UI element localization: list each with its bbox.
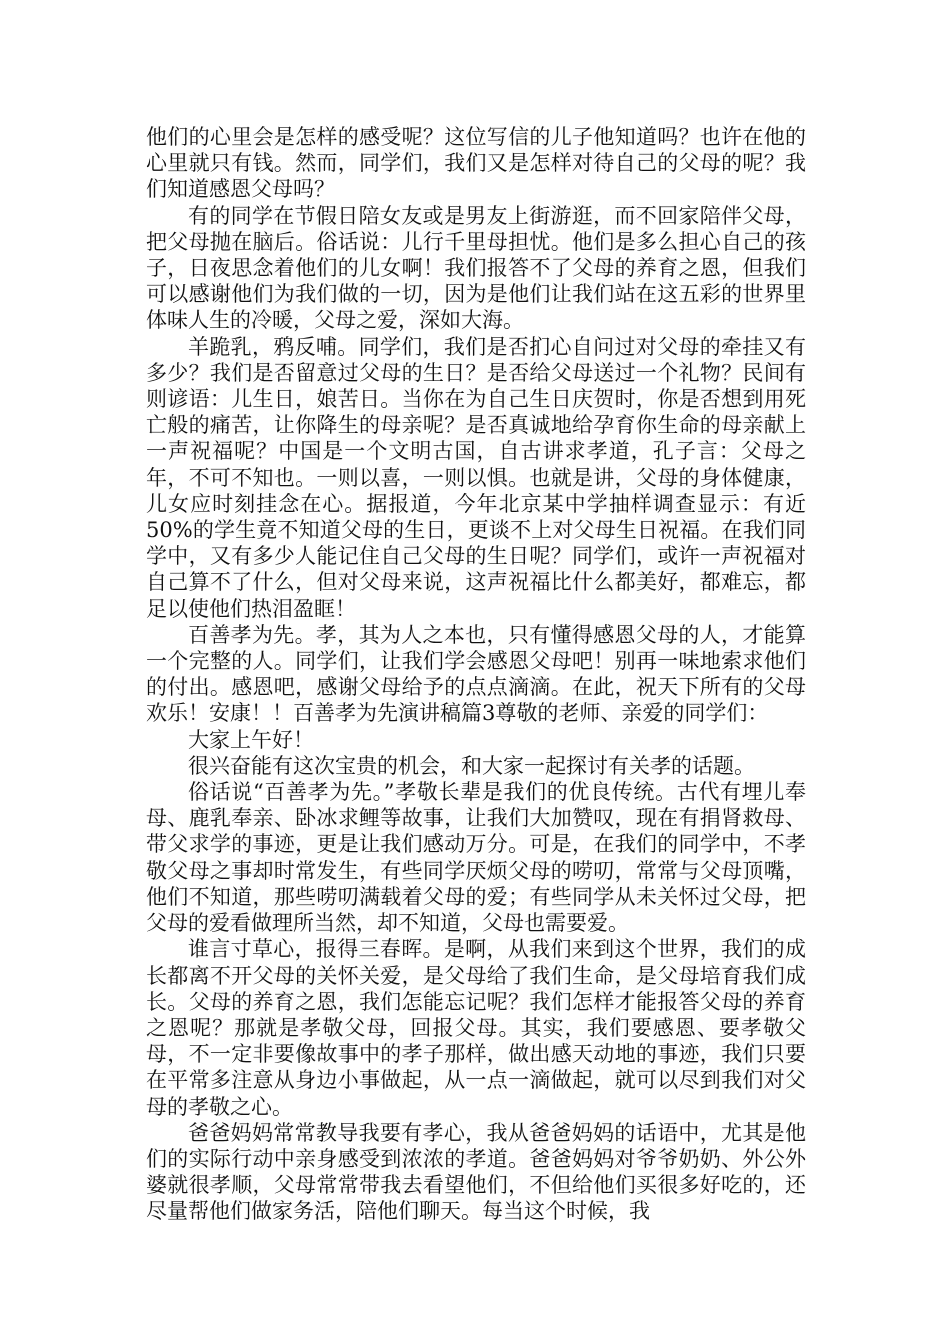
- paragraph: 有的同学在节假日陪女友或是男友上街游逛，而不回家陪伴父母，把父母抛在脑后。俗话说：儿行千里母担忧。他们是多么担心自己的孩子，日夜思念着他们的儿女啊！我们报答不了父母的养育之恩，但我们可以感谢他们为我们做的一切，因为是他们让我们站在这五彩的世界里体味人生的冷暖，父母之爱，深如大海。: [146, 203, 806, 333]
- paragraph: 羊跪乳，鸦反哺。同学们，我们是否扪心自问过对父母的牵挂又有多少？我们是否留意过父母的生日？是否给父母送过一个礼物？民间有则谚语：儿生日，娘苦日。当你在为自己生日庆贺时，你是否想到用死亡般的痛苦，让你降生的母亲呢？是否真诚地给孕育你生命的母亲献上一声祝福呢？中国是一个文明古国，自古讲求孝道，孔子言：父母之年，不可不知也。一则以喜，一则以惧。也就是讲，父母的身体健康，儿女应时刻挂念在心。据报道，今年北京某中学抽样调查显示：有近50%的学生竟不知道父母的生日，更谈不上对父母生日祝福。在我们同学中，又有多少人能记住自己父母的生日呢？同学们，或许一声祝福对自己算不了什么，但对父母来说，这声祝福比什么都美好，都难忘，都足以使他们热泪盈眶！: [146, 334, 806, 621]
- paragraph: 爸爸妈妈常常教导我要有孝心，我从爸爸妈妈的话语中，尤其是他们的实际行动中亲身感受到浓浓的孝道。爸爸妈妈对爷爷奶奶、外公外婆就很孝顺，父母常常带我去看望他们，不但给他们买很多好吃的，还尽量帮他们做家务活，陪他们聊天。每当这个时候，我: [146, 1120, 806, 1224]
- paragraph: 俗话说“百善孝为先。”孝敬长辈是我们的优良传统。古代有埋儿奉母、鹿乳奉亲、卧冰求鲤等故事，让我们大加赞叹，现在有捐肾救母、带父求学的事迹，更是让我们感动万分。可是，在我们的同学中，不孝敬父母之事却时常发生，有些同学厌烦父母的唠叨，常常与父母顶嘴，他们不知道，那些唠叨满载着父母的爱；有些同学从未关怀过父母，把父母的爱看做理所当然，却不知道，父母也需要爱。: [146, 780, 806, 936]
- paragraph: 百善孝为先。孝，其为人之本也，只有懂得感恩父母的人，才能算一个完整的人。同学们，让我们学会感恩父母吧！别再一味地索求他们的付出。感恩吧，感谢父母给予的点点滴滴。在此，祝天下所有的父母欢乐！安康！！百善孝为先演讲稿篇3尊敬的老师、亲爱的同学们：: [146, 622, 806, 726]
- paragraph: 谁言寸草心，报得三春晖。是啊，从我们来到这个世界，我们的成长都离不开父母的关怀关爱，是父母给了我们生命，是父母培育我们成长。父母的养育之恩，我们怎能忘记呢？我们怎样才能报答父母的养育之恩呢？那就是孝敬父母，回报父母。其实，我们要感恩、要孝敬父母，不一定非要像故事中的孝子那样，做出感天动地的事迹，我们只要在平常多注意从身边小事做起，从一点一滴做起，就可以尽到我们对父母的孝敬之心。: [146, 937, 806, 1119]
- document-body: [146, 124, 806, 1225]
- paragraph: 很兴奋能有这次宝贵的机会，和大家一起探讨有关孝的话题。: [188, 753, 755, 778]
- paragraph: 他们的心里会是怎样的感受呢？这位写信的儿子他知道吗？也许在他的心里就只有钱。然而，同学们，我们又是怎样对待自己的父母的呢？我们知道感恩父母吗？: [146, 125, 806, 202]
- greeting-line: 大家上午好！: [188, 727, 314, 752]
